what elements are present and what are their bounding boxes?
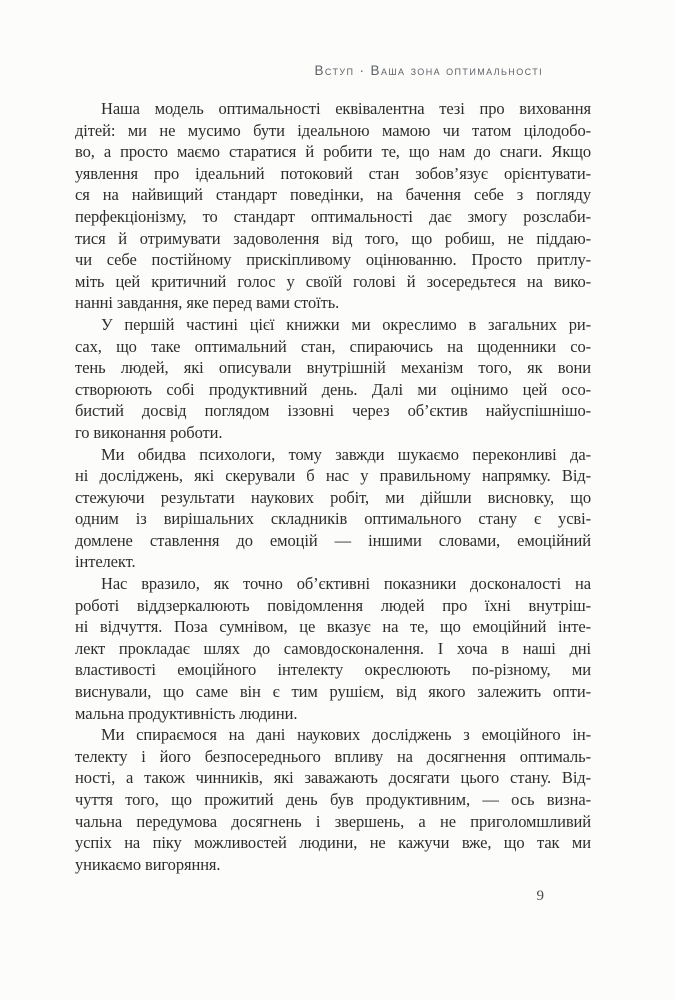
text-line: властивості емоційного інтелекту окреслюють по-різному, ми [75, 660, 591, 680]
text-line: ності, а також чинників, які заважають досягати цього стану. Від- [75, 768, 591, 788]
text-line: Нас вразило, як точно об’єктивні показники досконалості на [101, 574, 591, 594]
text-line: інтелект. [75, 552, 136, 572]
text-line: ні відчуття. Поза сумнівом, це вказує на те, що емоційний інте- [75, 617, 591, 637]
text-line: дітей: ми не мусимо бути ідеальною мамою чи татом цілодобо- [75, 120, 591, 140]
paragraph [75, 444, 591, 574]
text-line: уникаємо вигоряння. [75, 854, 221, 874]
text-line: одним із вирішальних складників оптимального стану є усві- [75, 509, 591, 529]
text-line: лект прокладає шлях до самовдосконалення. І хоча в наші дні [75, 638, 591, 658]
text-line: Ми обидва психологи, тому завжди шукаємо переконливі да- [101, 444, 591, 464]
text-line: уявлення про ідеальний потоковий стан зобов’язує орієнтувати- [75, 163, 591, 183]
text-line: стежуючи результати наукових робіт, ми дійшли висновку, що [75, 487, 591, 507]
text-line: Наша модель оптимальності еквівалентна тезі про виховання [101, 99, 591, 118]
text-line: роботі віддзеркалюють повідомлення людей про їхні внутріш- [75, 595, 591, 615]
page-number: 9 [536, 888, 544, 904]
text-line: бистий досвід поглядом іззовні через об’єктив найуспішнішо- [75, 401, 591, 421]
text-line: ні досліджень, які скерували б нас у правильному напрямку. Від- [75, 466, 591, 486]
text-line: чальна передумова досягнень і звершень, а не приголомшливий [75, 811, 591, 831]
text-line: виснували, що саме він є тим рушієм, від якого залежить опти- [75, 682, 591, 702]
text-line: го виконання роботи. [75, 422, 223, 442]
page-body [75, 98, 591, 875]
text-line: перфекціонізму, то стандарт оптимальності дає змогу розслаби- [75, 206, 591, 226]
running-head: Вступ · Ваша зона оптимальності [314, 63, 543, 78]
text-line: міть цей критичний голос у своїй голові й зосередьтеся на вико- [75, 271, 591, 291]
text-line: домлене ставлення до емоцій — іншими словами, емоційний [75, 530, 591, 550]
text-line: нанні завдання, яке перед вами стоїть. [75, 293, 340, 313]
paragraph [75, 314, 591, 444]
paragraph [75, 573, 591, 724]
text-line: чуття того, що прожитий день був продуктивним, — ось визна- [75, 790, 591, 809]
paragraph [75, 98, 591, 314]
text-line: успіх на піку можливостей людини, не кажучи вже, що так ми [75, 833, 591, 853]
text-line: тися й отримувати задоволення від того, що робиш, не піддаю- [75, 228, 591, 248]
text-line: телекту і його безпосереднього впливу на досягнення оптималь- [75, 746, 591, 766]
text-line: створюють собі продуктивний день. Далі ми оцінимо цей осо- [75, 379, 591, 399]
text-line: сах, що таке оптимальний стан, спираючись на щоденники со- [75, 336, 591, 356]
paragraph [75, 724, 591, 875]
text-line: тень людей, які описували внутрішній механізм того, як вони [75, 358, 591, 378]
text-line: У першій частині цієї книжки ми окреслимо в загальних ри- [101, 314, 591, 334]
text-line: чи себе постійному прискіпливому оцінюванню. Просто притлу- [75, 250, 591, 270]
text-line: во, а просто маємо старатися й робити те, що нам до снаги. Якщо [75, 142, 591, 162]
text-line: ся на найвищий стандарт поведінки, на бачення себе з погляду [75, 185, 591, 205]
text-line: мальна продуктивність людини. [75, 703, 298, 723]
text-line: Ми спираємося на дані наукових досліджень з емоційного ін- [101, 725, 591, 745]
